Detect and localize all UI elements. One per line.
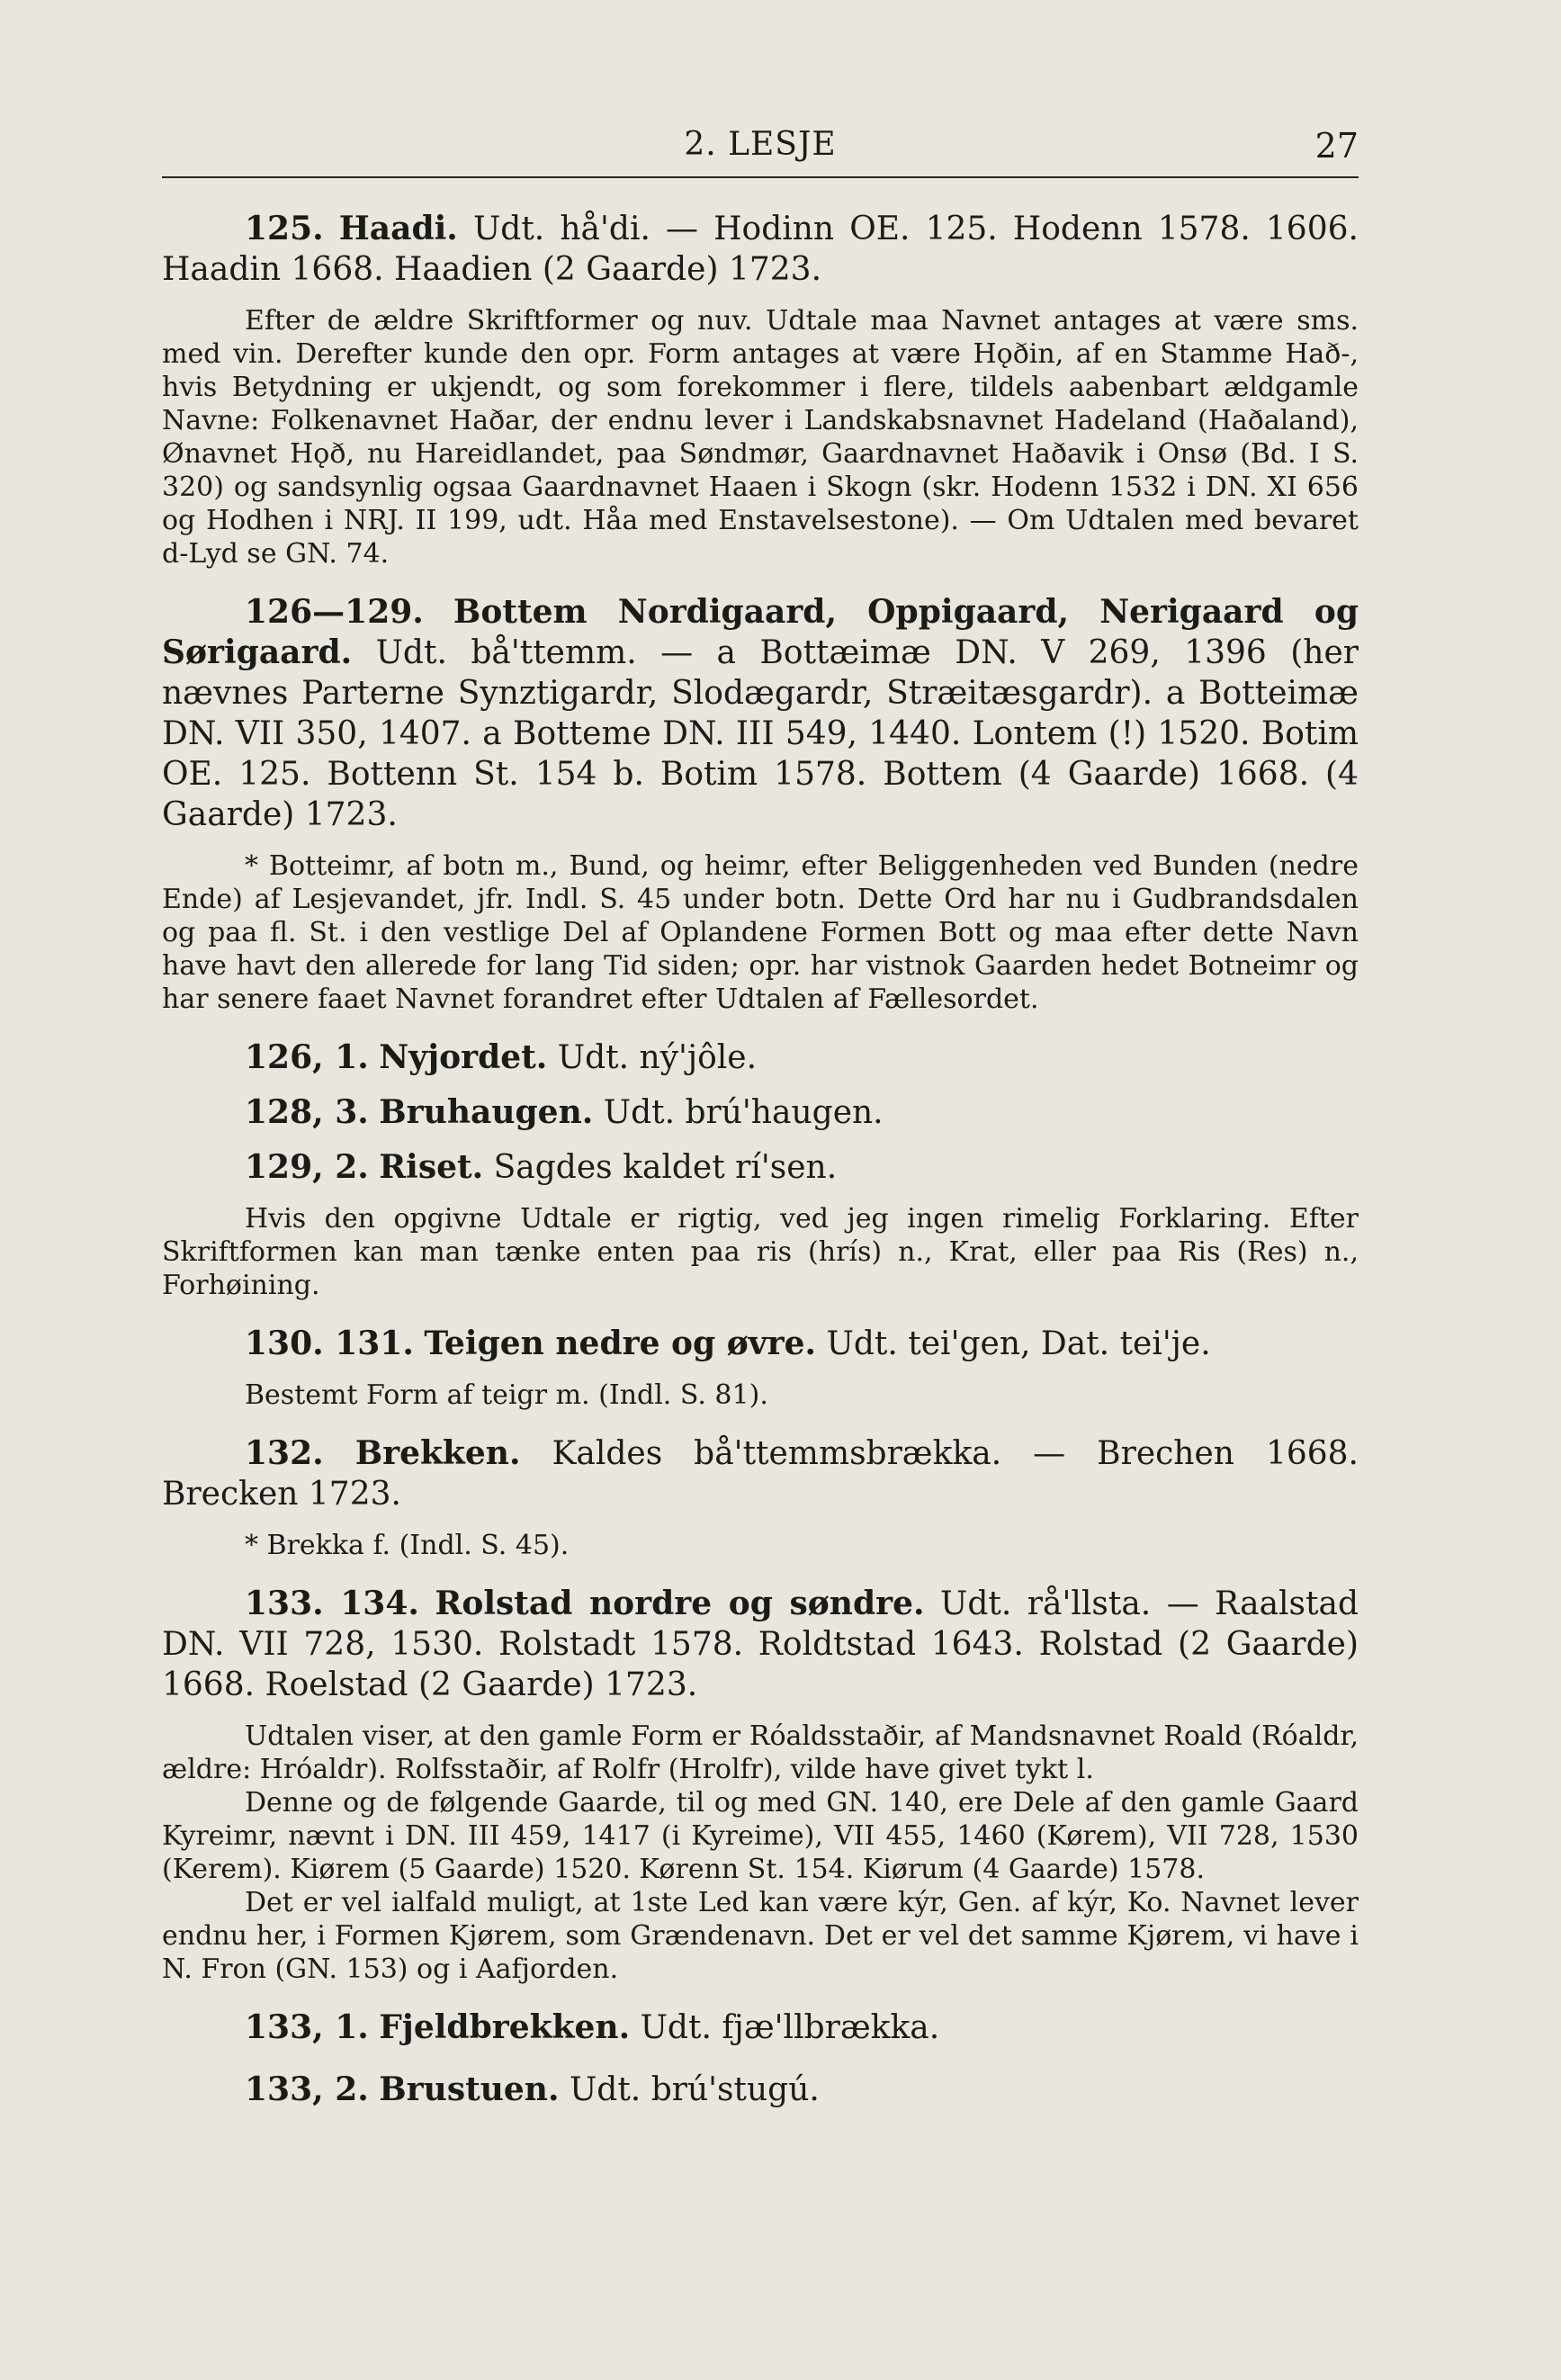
entry-text: Udt. bå'ttemm. — a Bottæimæ DN. V 269, 1396 (her nævnes Parterne Synztigardr, Slodægardr, Stræitæsgardr). a Botteimæ DN. VII 350, 1407. a Botteme DN. III 549, 1440. Lontem (!) 1520. Botim OE. 125. Bottenn St. 154 b. Botim 1578. Bottem (4 Gaarde) 1668. (4 Gaarde) 1723. <box>162 634 1359 833</box>
entry-text: Udt. ný'jôle. <box>557 1039 758 1076</box>
entry-132 <box>162 1433 1359 1514</box>
chapter-title: 2. LESJE <box>684 126 837 163</box>
entry-name: Rolstad nordre og søndre. <box>435 1585 925 1622</box>
entry-name: Brustuen. <box>379 2070 560 2108</box>
entry-text: Udt. brú'stugú. <box>569 2071 820 2108</box>
entry-text: Kaldes bå'ttemmsbrækka. — Brechen 1668. Brecken 1723. <box>162 1435 1359 1513</box>
entry-133-134 <box>162 1584 1359 1705</box>
entry-number: 130. 131. <box>245 1325 414 1362</box>
running-header <box>162 126 1359 178</box>
entry-133-1 <box>162 2007 1359 2048</box>
entry-133-2 <box>162 2070 1359 2110</box>
entry-text: Udt. fjæ'llbrækka. <box>640 2009 940 2046</box>
entry-number: 133, 2. <box>245 2070 369 2108</box>
entry-126-129 <box>162 592 1359 835</box>
entry-text: Udt. tei'gen, Dat. tei'je. <box>826 1325 1211 1362</box>
entry-number: 133, 1. <box>245 2008 369 2046</box>
note-133-134-a: Udtalen viser, at den gamle Form er Róaldsstaðir, af Mandsnavnet Roald (Róaldr, ældre: Hróaldr). Rolfsstaðir, af Rolfr (Hrolfr), vilde have givet tykt l. <box>162 1720 1359 1785</box>
note-129-2: Hvis den opgivne Udtale er rigtig, ved jeg ingen rimelig Forklaring. Efter Skriftformen kan man tænke enten paa ris (hrís) n., Krat, eller paa Ris (Res) n., Forhøining. <box>162 1203 1359 1301</box>
note-126-129: * Botteimr, af botn m., Bund, og heimr, efter Beliggenheden ved Bunden (nedre Ende) af Lesjevandet, jfr. Indl. S. 45 under botn. Dette Ord har nu i Gudbrandsdalen og paa fl. St. i den vestlige Del af Oplandene Formen Bott og maa efter dette Navn have havt den allerede for lang Tid siden; opr. har vistnok Gaarden hedet Botneimr og har senere faaet Navnet forandret efter Udtalen af Fællesordet. <box>162 850 1359 1015</box>
entry-name: Brekken. <box>354 1434 521 1472</box>
text-body <box>162 209 1359 2110</box>
entry-number: 125. <box>245 210 324 247</box>
entry-129-2 <box>162 1147 1359 1188</box>
note-133-134-c: Det er vel ialfald muligt, at 1ste Led kan være kýr, Gen. af kýr, Ko. Navnet lever endnu her, i Formen Kjørem, som Grændenavn. Det er vel det samme Kjørem, vi have i N. Fron (GN. 153) og i Aafjorden. <box>162 1887 1359 1985</box>
entry-number: 132. <box>245 1434 324 1472</box>
note-125: Efter de ældre Skriftformer og nuv. Udtale maa Navnet antages at være sms. med vin. Derefter kunde den opr. Form antages at være Hǫðin, af en Stamme Hað-, hvis Betydning er ukjendt, og som forekommer i flere, tildels aabenbart ældgamle Navne: Folkenavnet Haðar, der endnu lever i Landskabsnavnet Hadeland (Haðaland), Ønavnet Hǫð, nu Hareidlandet, paa Søndmør, Gaardnavnet Haðavik i Onsø (Bd. I S. 320) og sandsynlig ogsaa Gaardnavnet Haaen i Skogn (skr. Hodenn 1532 i DN. XI 656 og Hodhen i NRJ. II 199, udt. Håa med Enstavelsestone). — Om Udtalen med bevaret d-Lyd se GN. 74. <box>162 305 1359 570</box>
entry-name: Riset. <box>379 1148 484 1186</box>
page-number: 27 <box>1314 126 1359 166</box>
entry-name: Bruhaugen. <box>379 1093 594 1131</box>
entry-name: Haadi. <box>338 210 458 247</box>
entry-text: Sagdes kaldet rí'sen. <box>493 1149 838 1186</box>
entry-text: Udt. brú'haugen. <box>603 1094 884 1131</box>
entry-text: Udt. hå'di. — Hodinn OE. 125. Hodenn 1578. 1606. Haadin 1668. Haadien (2 Gaarde) 1723. <box>162 211 1359 288</box>
entry-130-131 <box>162 1324 1359 1364</box>
note-130-131: Bestemt Form af teigr m. (Indl. S. 81). <box>245 1379 768 1411</box>
note-132: * Brekka f. (Indl. S. 45). <box>245 1530 570 1561</box>
entry-number: 133. 134. <box>245 1585 419 1622</box>
entry-number: 128, 3. <box>245 1093 369 1131</box>
page <box>162 126 1359 2110</box>
entry-text: Udt. rå'llsta. — Raalstad DN. VII 728, 1530. Rolstadt 1578. Roldtstad 1643. Rolstad (2 Gaarde) 1668. Roelstad (2 Gaarde) 1723. <box>162 1585 1359 1703</box>
entry-number: 129, 2. <box>245 1148 369 1186</box>
entry-name: Fjeldbrekken. <box>379 2008 631 2046</box>
entry-name: Teigen nedre og øvre. <box>424 1325 817 1362</box>
note-133-134-b: Denne og de følgende Gaarde, til og med GN. 140, ere Dele af den gamle Gaard Kyreimr, nævnt i DN. III 459, 1417 (i Kyreime), VII 455, 1460 (Kørem), VII 728, 1530 (Kerem). Kiørem (5 Gaarde) 1520. Kørenn St. 154. Kiørum (4 Gaarde) 1578. <box>162 1787 1359 1885</box>
entry-126-1 <box>162 1037 1359 1078</box>
entry-125 <box>162 209 1359 290</box>
entry-name: Bottem Nordigaard, Oppigaard, Nerigaard og Sørigaard. <box>162 593 1359 671</box>
entry-number: 126, 1. <box>245 1038 369 1076</box>
entry-number: 126—129. <box>245 593 424 631</box>
entry-name: Nyjordet. <box>379 1038 548 1076</box>
entry-128-3 <box>162 1092 1359 1133</box>
